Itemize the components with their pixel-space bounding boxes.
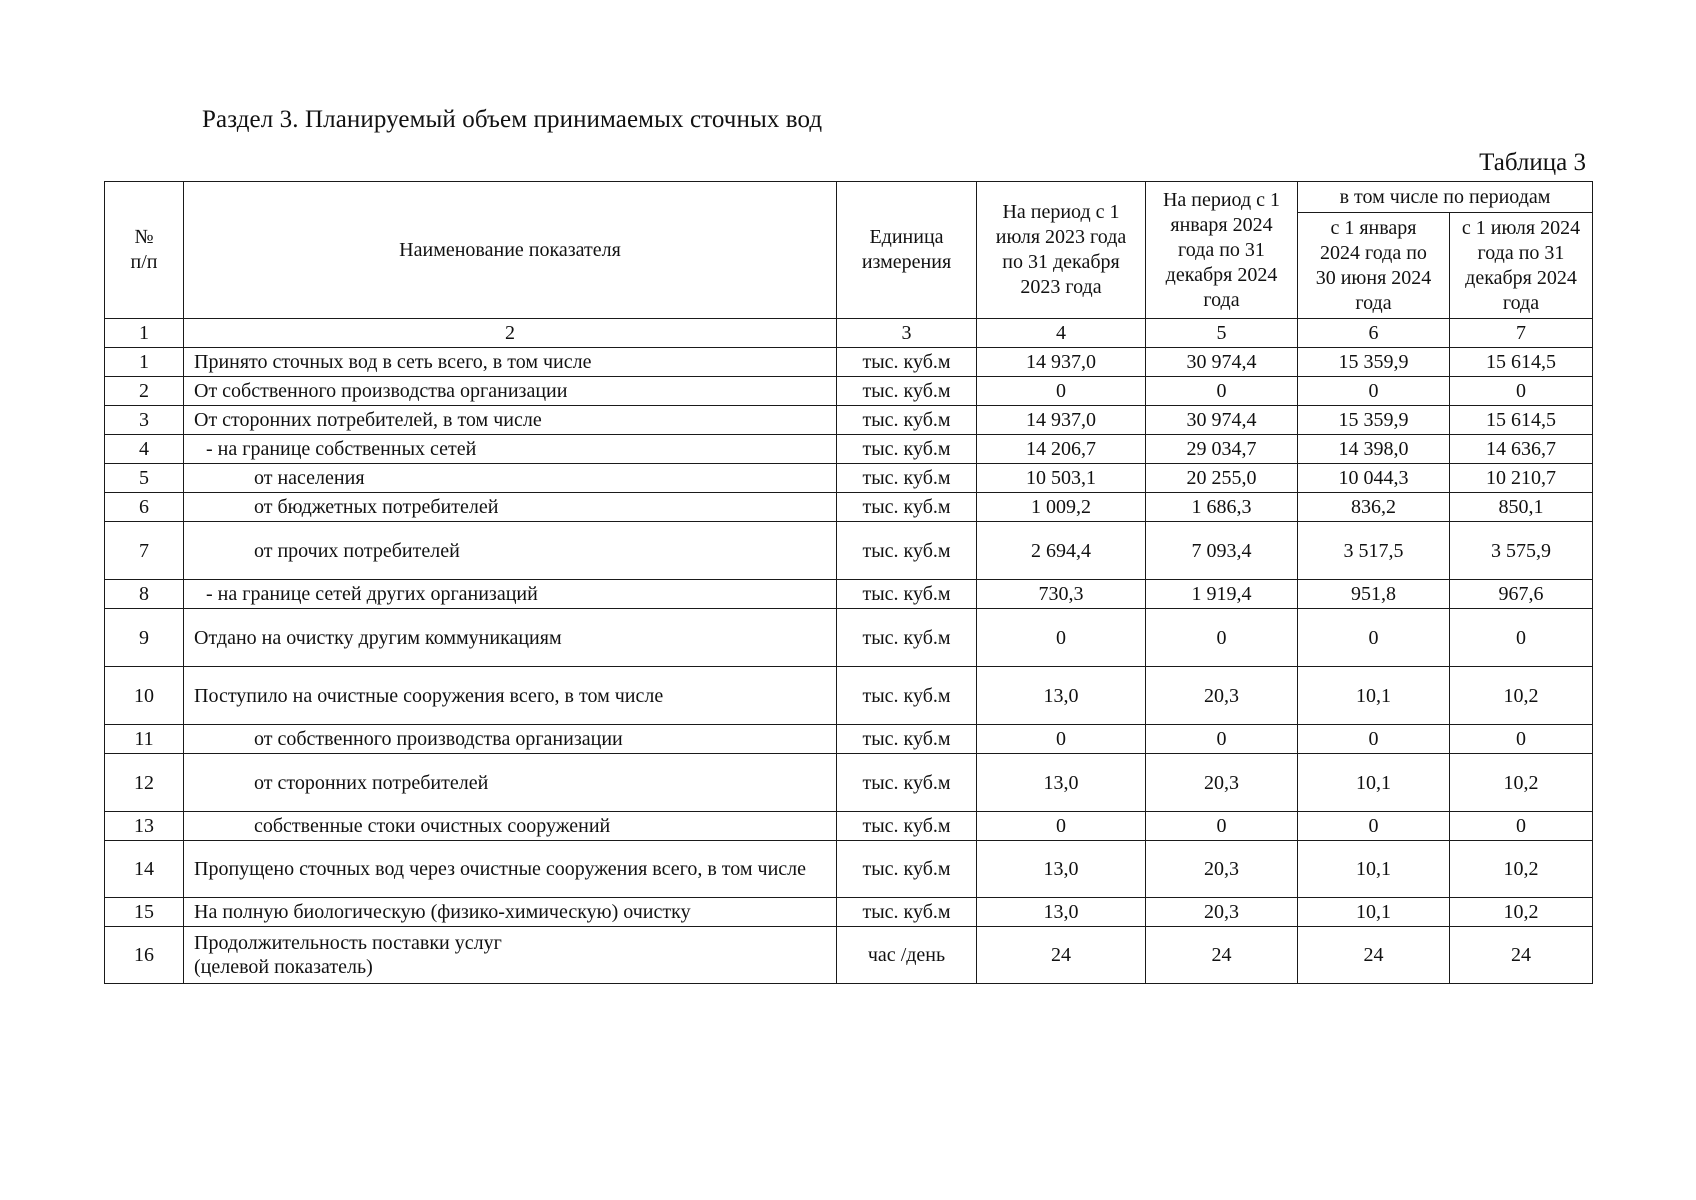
row-value: 30 974,4 [1146, 348, 1298, 377]
row-value: 24 [1146, 927, 1298, 984]
column-number-row [105, 319, 1593, 348]
row-name: Пропущено сточных вод через очистные сооружения всего, в том числе [184, 841, 837, 898]
row-value: 836,2 [1298, 493, 1450, 522]
table-row [105, 812, 1593, 841]
row-name: Поступило на очистные сооружения всего, в том числе [184, 667, 837, 725]
row-name: Отдано на очистку другим коммуникациям [184, 609, 837, 667]
row-name: - на границе сетей других организаций [184, 580, 837, 609]
row-value: 15 614,5 [1450, 406, 1593, 435]
column-number: 5 [1146, 319, 1298, 348]
row-value: 730,3 [977, 580, 1146, 609]
row-value: 14 206,7 [977, 435, 1146, 464]
table-row [105, 667, 1593, 725]
row-unit: тыс. куб.м [837, 435, 977, 464]
header-period-h2-2024: с 1 июля 2024 года по 31 декабря 2024 года [1450, 213, 1593, 319]
table-row [105, 348, 1593, 377]
row-value: 24 [977, 927, 1146, 984]
row-value: 20,3 [1146, 841, 1298, 898]
row-value: 10,1 [1298, 754, 1450, 812]
row-unit: тыс. куб.м [837, 725, 977, 754]
section-title: Раздел 3. Планируемый объем принимаемых сточных вод [202, 106, 823, 133]
row-unit: тыс. куб.м [837, 377, 977, 406]
row-value: 14 636,7 [1450, 435, 1593, 464]
row-number: 14 [105, 841, 184, 898]
row-number: 11 [105, 725, 184, 754]
column-number: 6 [1298, 319, 1450, 348]
table-row [105, 493, 1593, 522]
row-number: 1 [105, 348, 184, 377]
row-value: 10,2 [1450, 754, 1593, 812]
header-period-2024: На период с 1 января 2024 года по 31 декабря 2024 года [1146, 182, 1298, 319]
row-name: От сторонних потребителей, в том числе [184, 406, 837, 435]
column-number: 3 [837, 319, 977, 348]
row-name: от бюджетных потребителей [184, 493, 837, 522]
header-unit: Единица измерения [837, 182, 977, 319]
table-row [105, 406, 1593, 435]
column-number: 1 [105, 319, 184, 348]
row-value: 10,1 [1298, 898, 1450, 927]
row-name: - на границе собственных сетей [184, 435, 837, 464]
row-number: 4 [105, 435, 184, 464]
row-value: 13,0 [977, 754, 1146, 812]
row-value: 7 093,4 [1146, 522, 1298, 580]
row-value: 0 [1450, 812, 1593, 841]
row-unit: тыс. куб.м [837, 348, 977, 377]
header-period-2023: На период с 1 июля 2023 года по 31 декабря 2023 года [977, 182, 1146, 319]
row-value: 20,3 [1146, 754, 1298, 812]
row-value: 1 686,3 [1146, 493, 1298, 522]
header-num: № п/п [105, 182, 184, 319]
table-row [105, 898, 1593, 927]
row-value: 10,1 [1298, 667, 1450, 725]
row-number: 7 [105, 522, 184, 580]
table-row [105, 435, 1593, 464]
row-name: от населения [184, 464, 837, 493]
table-row [105, 754, 1593, 812]
header-row-top [105, 182, 1593, 213]
row-number: 9 [105, 609, 184, 667]
row-value: 15 614,5 [1450, 348, 1593, 377]
row-value: 0 [1146, 812, 1298, 841]
row-value: 0 [1298, 812, 1450, 841]
table-row [105, 522, 1593, 580]
row-value: 0 [1146, 725, 1298, 754]
row-value: 24 [1298, 927, 1450, 984]
row-value: 3 517,5 [1298, 522, 1450, 580]
table-caption: Таблица 3 [1479, 149, 1586, 176]
row-number: 8 [105, 580, 184, 609]
row-unit: тыс. куб.м [837, 898, 977, 927]
row-number: 5 [105, 464, 184, 493]
row-value: 0 [1298, 377, 1450, 406]
row-number: 10 [105, 667, 184, 725]
row-value: 0 [1450, 377, 1593, 406]
row-value: 0 [1298, 725, 1450, 754]
header-subperiods: в том числе по периодам [1298, 182, 1593, 213]
row-name: собственные стоки очистных сооружений [184, 812, 837, 841]
row-value: 0 [1450, 609, 1593, 667]
column-number: 4 [977, 319, 1146, 348]
row-value: 951,8 [1298, 580, 1450, 609]
row-unit: тыс. куб.м [837, 841, 977, 898]
row-number: 6 [105, 493, 184, 522]
row-value: 0 [977, 725, 1146, 754]
table-row [105, 609, 1593, 667]
row-unit: тыс. куб.м [837, 580, 977, 609]
row-unit: тыс. куб.м [837, 406, 977, 435]
row-value: 13,0 [977, 841, 1146, 898]
row-unit: тыс. куб.м [837, 754, 977, 812]
table-row [105, 580, 1593, 609]
table-row [105, 841, 1593, 898]
table-row [105, 725, 1593, 754]
row-value: 14 937,0 [977, 406, 1146, 435]
row-number: 13 [105, 812, 184, 841]
row-value: 24 [1450, 927, 1593, 984]
row-value: 0 [1146, 609, 1298, 667]
row-name: от прочих потребителей [184, 522, 837, 580]
row-value: 0 [1450, 725, 1593, 754]
row-value: 14 398,0 [1298, 435, 1450, 464]
header-name: Наименование показателя [184, 182, 837, 319]
row-value: 20 255,0 [1146, 464, 1298, 493]
row-value: 0 [1298, 609, 1450, 667]
wastewater-volume-table [104, 181, 1593, 984]
row-value: 15 359,9 [1298, 348, 1450, 377]
column-number: 7 [1450, 319, 1593, 348]
row-name: Принято сточных вод в сеть всего, в том числе [184, 348, 837, 377]
table-row [105, 464, 1593, 493]
row-value: 0 [1146, 377, 1298, 406]
row-unit: тыс. куб.м [837, 609, 977, 667]
row-number: 2 [105, 377, 184, 406]
row-number: 12 [105, 754, 184, 812]
row-value: 30 974,4 [1146, 406, 1298, 435]
row-value: 2 694,4 [977, 522, 1146, 580]
row-value: 20,3 [1146, 667, 1298, 725]
row-value: 850,1 [1450, 493, 1593, 522]
row-unit: тыс. куб.м [837, 464, 977, 493]
row-value: 29 034,7 [1146, 435, 1298, 464]
row-value: 10,2 [1450, 898, 1593, 927]
row-value: 13,0 [977, 667, 1146, 725]
row-name: На полную биологическую (физико-химическую) очистку [184, 898, 837, 927]
row-value: 14 937,0 [977, 348, 1146, 377]
row-value: 0 [977, 609, 1146, 667]
row-name: от сторонних потребителей [184, 754, 837, 812]
row-name-line: Продолжительность поставки услуг [194, 932, 502, 954]
row-value: 13,0 [977, 898, 1146, 927]
table-row [105, 927, 1593, 984]
row-unit: тыс. куб.м [837, 667, 977, 725]
row-value: 10 044,3 [1298, 464, 1450, 493]
row-value: 1 009,2 [977, 493, 1146, 522]
row-unit: тыс. куб.м [837, 812, 977, 841]
row-name: от собственного производства организации [184, 725, 837, 754]
row-value: 10,2 [1450, 841, 1593, 898]
row-name: От собственного производства организации [184, 377, 837, 406]
row-name-line: (целевой показатель) [194, 956, 373, 978]
row-value: 0 [977, 812, 1146, 841]
row-value: 1 919,4 [1146, 580, 1298, 609]
row-value: 10,1 [1298, 841, 1450, 898]
row-value: 10 210,7 [1450, 464, 1593, 493]
column-number: 2 [184, 319, 837, 348]
row-value: 10 503,1 [977, 464, 1146, 493]
row-number: 16 [105, 927, 184, 984]
header-period-h1-2024: с 1 января 2024 года по 30 июня 2024 года [1298, 213, 1450, 319]
row-unit: тыс. куб.м [837, 522, 977, 580]
row-unit: час /день [837, 927, 977, 984]
row-number: 15 [105, 898, 184, 927]
row-value: 0 [977, 377, 1146, 406]
row-value: 15 359,9 [1298, 406, 1450, 435]
row-value: 20,3 [1146, 898, 1298, 927]
row-value: 10,2 [1450, 667, 1593, 725]
row-value: 3 575,9 [1450, 522, 1593, 580]
table-row [105, 377, 1593, 406]
row-value: 967,6 [1450, 580, 1593, 609]
row-unit: тыс. куб.м [837, 493, 977, 522]
row-number: 3 [105, 406, 184, 435]
row-name [184, 927, 837, 984]
